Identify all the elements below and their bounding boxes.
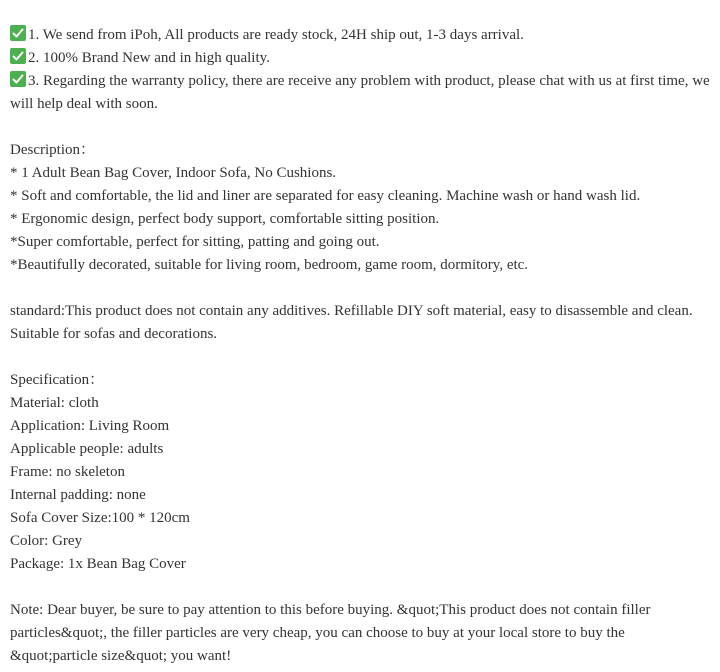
check-mark-icon bbox=[10, 25, 26, 41]
specification-item: Application: Living Room bbox=[10, 418, 170, 434]
spacer bbox=[10, 346, 710, 369]
standard-paragraph: standard:This product does not contain any additives. Refillable DIY soft material, easy to disassemble and clean. Suitable for sofas and decorations. bbox=[10, 303, 693, 342]
highlight-text: 1. We send from iPoh, All products are ready stock, 24H ship out, 1-3 days arrival. bbox=[28, 27, 524, 43]
specification-heading: Specification： bbox=[10, 372, 105, 388]
description-item: * Soft and comfortable, the lid and liner are separated for easy cleaning. Machine wash or hand wash lid. bbox=[10, 188, 641, 204]
buyer-note: Note: Dear buyer, be sure to pay attention to this before buying. &quot;This product does not contain filler particles&quot;, the filler particles are very cheap, you can choose to buy at your local store to buy the &quot;particle size&quot; you want! bbox=[10, 602, 651, 664]
specification-item: Material: cloth bbox=[10, 395, 99, 411]
specification-item: Color: Grey bbox=[10, 533, 83, 549]
specification-item: Package: 1x Bean Bag Cover bbox=[10, 556, 186, 572]
specification-item: Sofa Cover Size:100 * 120cm bbox=[10, 510, 190, 526]
spacer bbox=[10, 576, 710, 599]
description-item: * Ergonomic design, perfect body support, comfortable sitting position. bbox=[10, 211, 440, 227]
highlight-line-2 bbox=[10, 47, 710, 70]
description-item: *Beautifully decorated, suitable for living room, bedroom, game room, dormitory, etc. bbox=[10, 257, 529, 273]
highlight-line-1 bbox=[10, 24, 710, 47]
highlight-line-3 bbox=[10, 70, 710, 116]
highlight-text: 2. 100% Brand New and in high quality. bbox=[28, 50, 270, 66]
description-heading: Description： bbox=[10, 142, 95, 158]
specification-item: Internal padding: none bbox=[10, 487, 146, 503]
check-mark-icon bbox=[10, 71, 26, 87]
specification-item: Applicable people: adults bbox=[10, 441, 164, 457]
spacer bbox=[10, 277, 710, 300]
specification-item: Frame: no skeleton bbox=[10, 464, 125, 480]
check-mark-icon bbox=[10, 48, 26, 64]
highlight-text: 3. Regarding the warranty policy, there are receive any problem with product, please chat with us at first time, we will help deal with soon. bbox=[10, 73, 710, 112]
spacer bbox=[10, 116, 710, 139]
description-item: * 1 Adult Bean Bag Cover, Indoor Sofa, No Cushions. bbox=[10, 165, 337, 181]
description-item: *Super comfortable, perfect for sitting, patting and going out. bbox=[10, 234, 380, 250]
